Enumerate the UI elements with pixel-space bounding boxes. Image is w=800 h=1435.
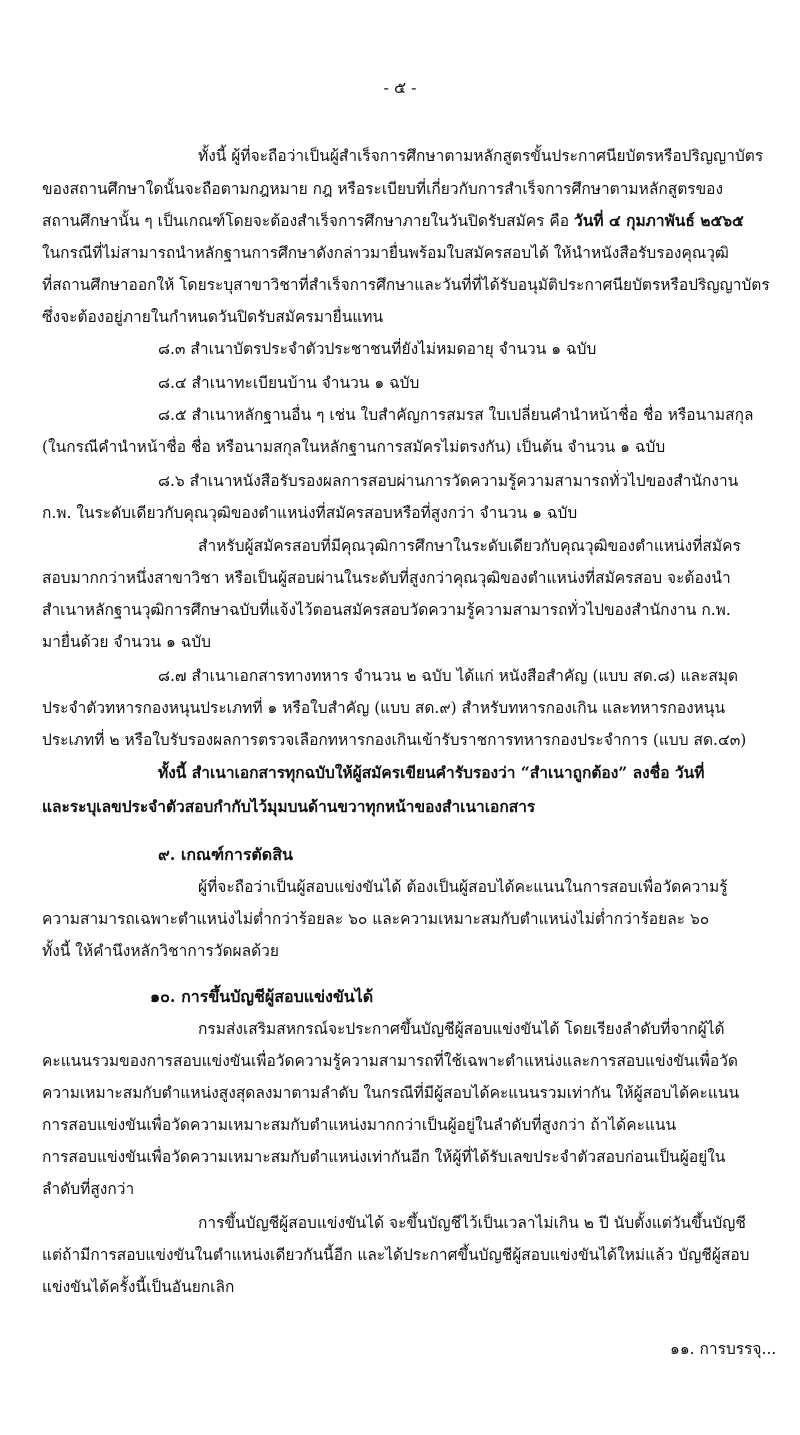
list-item-8-3: ๘.๓ สำเนาบัตรประจำตัวประชาชนที่ยังไม่หมดอายุ จำนวน ๑ ฉบับ [158, 340, 597, 358]
text-line: ซึ่งจะต้องอยู่ภายในกำหนดวันปิดรับสมัครมายื่นแทน [42, 308, 384, 326]
text-line: มายื่นด้วย จำนวน ๑ ฉบับ [42, 633, 211, 651]
list-item-8-7: ๘.๗ สำเนาเอกสารทางทหาร จำนวน ๒ ฉบับ ได้แก่ หนังสือสำคัญ (แบบ สด.๘) และสมุด [158, 667, 739, 685]
text-line: ความเหมาะสมกับตำแหน่งสูงสุดลงมาตามลำดับ ในกรณีที่มีผู้สอบได้คะแนนรวมเท่ากัน ให้ผู้สอบได้คะแนน [42, 1084, 740, 1102]
text-line: (ในกรณีคำนำหน้าชื่อ ชื่อ หรือนามสกุลในหลักฐานการสมัครไม่ตรงกัน) เป็นต้น จำนวน ๑ ฉบับ [42, 438, 666, 456]
certify-note: และระบุเลขประจำตัวสอบกำกับไว้มุมบนด้านขวาทุกหน้าของสำเนาเอกสาร [42, 797, 536, 816]
text-line: การสอบแข่งขันเพื่อวัดความเหมาะสมกับตำแหน่งมากกว่าเป็นผู้อยู่ในลำดับที่สูงกว่า ถ้าได้คะแนน [42, 1116, 677, 1134]
continuation-marker: ๑๑. การบรรจุ... [670, 1340, 777, 1358]
text-line: ประจำตัวทหารกองหนุนประเภทที่ ๑ หรือใบสำคัญ (แบบ สด.๙) สำหรับทหารกองเกิน และทหารกองหนุน [42, 699, 726, 717]
text-line: คะแนนรวมของการสอบแข่งขันเพื่อวัดความรู้ความสามารถที่ใช้เฉพาะตำแหน่งและการสอบแข่งขันเพื่อวัด [42, 1052, 738, 1070]
text-line: ผู้ที่จะถือว่าเป็นผู้สอบแข่งขันได้ ต้องเป็นผู้สอบได้คะแนนในการสอบเพื่อวัดความรู้ [198, 878, 728, 896]
text-line: การสอบแข่งขันเพื่อวัดความเหมาะสมกับตำแหน่งเท่ากันอีก ให้ผู้ที่ได้รับเลขประจำตัวสอบก่อนเป็นผู้อยู่ใน [42, 1148, 726, 1166]
text-line: ของสถานศึกษาใดนั้นจะถือตามกฎหมาย กฎ หรือระเบียบที่เกี่ยวกับการสำเร็จการศึกษาตามหลักสูตรของ [42, 180, 724, 198]
list-item-8-5: ๘.๕ สำเนาหลักฐานอื่น ๆ เช่น ใบสำคัญการสมรส ใบเปลี่ยนคำนำหน้าชื่อ ชื่อ หรือนามสกุล [158, 406, 754, 424]
text-line: ในกรณีที่ไม่สามารถนำหลักฐานการศึกษาดังกล่าวมายื่นพร้อมใบสมัครสอบได้ ให้นำหนังสือรับรองคุณวุฒิ [42, 244, 729, 262]
text-line: สำเนาหลักฐานวุฒิการศึกษาฉบับที่แจ้งไว้ตอนสมัครสอบวัดความรู้ความสามารถทั่วไปของสำนักงาน ก.พ. [42, 601, 731, 619]
text-line: ลำดับที่สูงกว่า [42, 1180, 135, 1198]
list-item-8-4: ๘.๔ สำเนาทะเบียนบ้าน จำนวน ๑ ฉบับ [158, 374, 420, 392]
text-line: ที่สถานศึกษาออกให้ โดยระบุสาขาวิชาที่สำเร็จการศึกษาและวันที่ที่ได้รับอนุมัติประกาศนียบัตรหรือปริญญาบัตร [42, 276, 770, 294]
text-line: ก.พ. ในระดับเดียวกับคุณวุฒิของตำแหน่งที่สมัครสอบหรือที่สูงกว่า จำนวน ๑ ฉบับ [42, 504, 578, 522]
text-line: สอบมากกว่าหนึ่งสาขาวิชา หรือเป็นผู้สอบผ่านในระดับที่สูงกว่าคุณวุฒิของตำแหน่งที่สมัครสอบ จะต้องนำ [42, 569, 731, 587]
section-heading-10: ๑๐. การขึ้นบัญชีผู้สอบแข่งขันได้ [150, 987, 374, 1006]
deadline-date: วันที่ ๔ กุมภาพันธ์ ๒๕๖๕ [574, 211, 744, 230]
text-line: สำหรับผู้สมัครสอบที่มีคุณวุฒิการศึกษาในระดับเดียวกับคุณวุฒิของตำแหน่งที่สมัคร [198, 537, 741, 555]
text-line: กรมส่งเสริมสหกรณ์จะประกาศขึ้นบัญชีผู้สอบแข่งขันได้ โดยเรียงลำดับที่จากผู้ได้ [198, 1020, 725, 1038]
text-line: ทั้งนี้ ให้คำนึงหลักวิชาการวัดผลด้วย [42, 942, 279, 960]
text-line: แต่ถ้ามีการสอบแข่งขันในตำแหน่งเดียวกันนี้อีก และได้ประกาศขึ้นบัญชีผู้สอบแข่งขันได้ใหม่แล้ว บัญชีผู้สอบ [42, 1246, 750, 1264]
text-line: แข่งขันได้ครั้งนี้เป็นอันยกเลิก [42, 1278, 235, 1296]
page-number: - ๕ - [383, 78, 417, 97]
text-line: ประเภทที่ ๒ หรือใบรับรองผลการตรวจเลือกทหารกองเกินเข้ารับราชการทหารกองประจำการ (แบบ สด.๔๓) [42, 731, 747, 749]
text-line: การขึ้นบัญชีผู้สอบแข่งขันได้ จะขึ้นบัญชีไว้เป็นเวลาไม่เกิน ๒ ปี นับตั้งแต่วันขึ้นบัญชี [198, 1214, 746, 1232]
text-line [42, 210, 744, 232]
list-item-8-6: ๘.๖ สำเนาหนังสือรับรองผลการสอบผ่านการวัดความรู้ความสามารถทั่วไปของสำนักงาน [158, 472, 739, 490]
section-heading-9: ๙. เกณฑ์การตัดสิน [158, 845, 293, 864]
text-segment: สถานศึกษานั้น ๆ เป็นเกณฑ์โดยจะต้องสำเร็จการศึกษาภายในวันปิดรับสมัคร คือ [42, 212, 570, 230]
certify-note: ทั้งนี้ สำเนาเอกสารทุกฉบับให้ผู้สมัครเขียนคำรับรองว่า “สำเนาถูกต้อง” ลงชื่อ วันที่ [158, 763, 705, 782]
text-line: ความสามารถเฉพาะตำแหน่งไม่ต่ำกว่าร้อยละ ๖๐ และความเหมาะสมกับตำแหน่งไม่ต่ำกว่าร้อยละ ๖๐ [42, 910, 710, 928]
text-line: ทั้งนี้ ผู้ที่จะถือว่าเป็นผู้สำเร็จการศึกษาตามหลักสูตรขั้นประกาศนียบัตรหรือปริญญาบัตร [198, 147, 764, 165]
